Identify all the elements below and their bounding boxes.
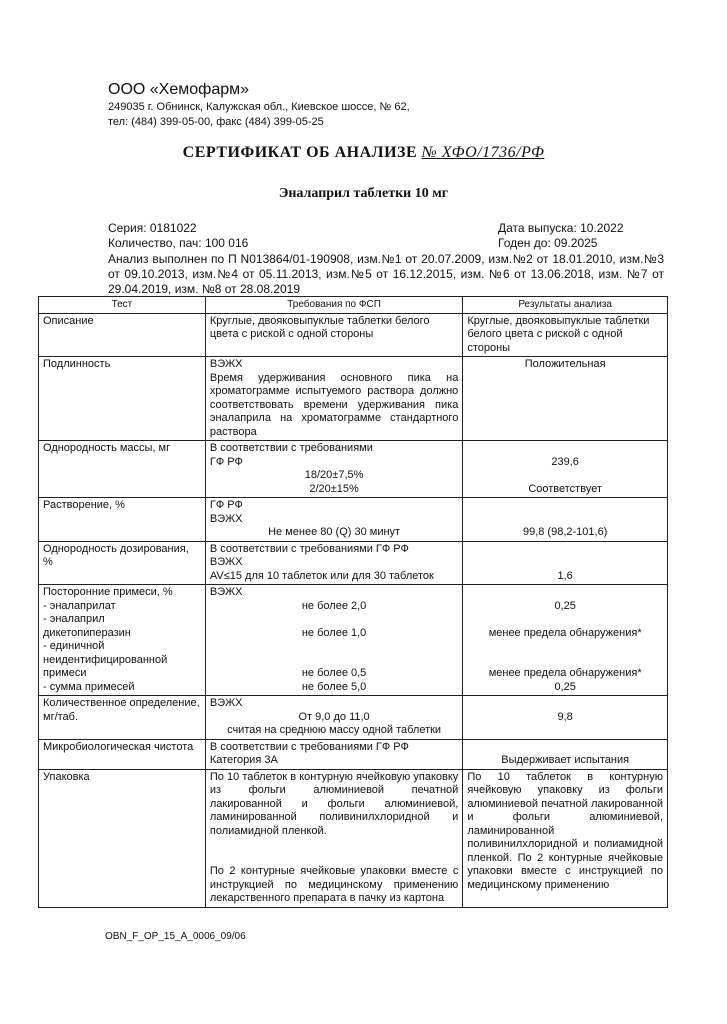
impurity-sum: - сумма примесей: [43, 680, 135, 693]
req-impurities-limit-1: не более 2,0: [301, 599, 367, 612]
impurity-single-1: - единичной: [43, 640, 105, 652]
test-impurities: [39, 585, 206, 696]
res-description: Круглые, двояковыпуклые таблетки белого цвета с риской с одной стороны: [463, 313, 668, 357]
table-row: [39, 585, 668, 696]
req-dosage-3: AV≤15 для 10 таблеток или для 30 таблеток: [209, 569, 434, 582]
table-row: [39, 313, 668, 357]
dates-info: [498, 221, 624, 251]
impurities-title: Посторонние примеси, %: [43, 586, 173, 598]
req-description: Круглые, двояковыпуклые таблетки белого цвета с риской с одной стороны: [205, 313, 462, 357]
req-dissolution-3: Не менее 80 (Q) 30 минут: [268, 526, 401, 538]
document-code: OBN_F_OP_15_A_0006_09/06: [105, 931, 246, 942]
req-micro: [205, 739, 462, 769]
req-authenticity: [205, 357, 462, 441]
impurity-enalapril-2: дикетопиперазин: [43, 626, 131, 639]
req-packaging-1: По 10 таблеток в контурную ячейковую упаковку из фольги алюминиевой печатной лакированной и фольги алюминиевой, ламинированной поливинилхлоридной и полиамидной пленкой.: [209, 770, 459, 837]
req-impurities-method: ВЭЖХ: [209, 586, 243, 598]
req-dissolution-2: ВЭЖХ: [209, 512, 243, 525]
series: Серия: 0181022: [108, 221, 197, 235]
req-micro-2: Категория 3А: [209, 754, 278, 766]
req-packaging: [205, 769, 462, 907]
req-dosage-uniformity: [205, 541, 462, 585]
req-micro-1: В соответствии с требованиями ГФ РФ: [209, 740, 409, 753]
test-dissolution: Растворение, %: [39, 498, 206, 542]
req-dosage-2: ВЭЖХ: [209, 556, 243, 568]
test-micro: Микробиологическая чистота: [39, 739, 206, 769]
res-assay: [463, 696, 668, 740]
req-mass-3: 18/20±7,5%: [304, 469, 364, 481]
res-mass-2: Соответствует: [528, 482, 602, 495]
req-dosage-1: В соответствии с требованиями ГФ РФ: [209, 542, 409, 555]
res-micro-value: Выдерживает испытания: [501, 754, 630, 766]
req-impurities-limit-4: не более 5,0: [301, 680, 367, 693]
table-row: [39, 696, 668, 740]
req-assay: [205, 696, 462, 740]
quantity: Количество, пач: 100 016: [108, 236, 249, 250]
batch-info: [108, 221, 248, 251]
analysis-note: Анализ выполнен по П N013864/01-190908, изм.№1 от 20.07.2009, изм.№2 от 18.01.2010, изм.№3 от 09.10.2013, изм.№4 от 05.11.2013, изм.№5 от 16.12.2015, изм. №6 от 13.06.2018, изм. №7 от 29.04.2019, изм. №8 от 28.08.2019: [108, 252, 664, 296]
res-impurities: [463, 585, 668, 696]
req-assay-1: ВЭЖХ: [209, 697, 243, 709]
analysis-table: [38, 296, 668, 908]
req-dissolution: [205, 498, 462, 542]
table-row: [39, 357, 668, 441]
req-mass-uniformity: [205, 441, 462, 498]
test-packaging: Упаковка: [39, 769, 206, 907]
req-packaging-2: По 2 контурные ячейковые упаковки вместе с инструкцией по медицинскому применению лекарственного препарата в пачку из картона: [209, 865, 459, 904]
company-phone: тел: (484) 399-05-00, факс (484) 399-05-25: [108, 116, 324, 128]
res-dosage-value: 1,6: [557, 569, 573, 582]
header-requirements: Требования по ФСП: [205, 297, 462, 314]
res-impurities-3: менее предела обнаружения*: [488, 667, 642, 679]
company-name: ООО «Хемофарм»: [108, 81, 250, 98]
company-block: [108, 80, 410, 130]
impurity-enalapril-1: - эналаприл: [43, 613, 105, 625]
test-authenticity: Подлинность: [39, 357, 206, 441]
certificate-number: № ХФО/1736/РФ: [421, 144, 545, 161]
res-authenticity: Положительная: [463, 357, 668, 441]
req-assay-2: От 9,0 до 11,0: [298, 710, 370, 723]
res-packaging: По 10 таблеток в контурную ячейковую упаковку из фольги алюминиевой печатной лакированной и фольги алюминиевой, ламинированной поливинилхлоридной и полиамидной пленкой. По 2 контурные ячейковые упаковки вместе с инструкцией по медицинскому применению: [463, 769, 668, 907]
test-mass-uniformity: Однородность массы, мг: [39, 441, 206, 498]
impurity-enalaprilat: - эналаприлат: [43, 599, 116, 612]
res-impurities-1: 0,25: [554, 599, 576, 612]
test-description: Описание: [39, 313, 206, 357]
certificate-title: [0, 144, 727, 162]
test-dosage-uniformity: Однородность дозирования, %: [39, 541, 206, 585]
req-mass-2: ГФ РФ: [209, 455, 243, 468]
res-impurities-2: менее предела обнаружения*: [488, 626, 642, 639]
req-authenticity-text: Время удерживания основного пика на хроматограмме испытуемого раствора должно соответствовать времени удерживания пика эналаприла на хроматограмме стандартного раствора: [209, 371, 459, 438]
res-dissolution-value: 99,8 (98,2-101,6): [522, 526, 608, 538]
release-date: Дата выпуска: 10.2022: [498, 221, 624, 235]
req-impurities-limit-3: не более 0,5: [301, 667, 367, 679]
req-dissolution-1: ГФ РФ: [209, 499, 243, 511]
table-row: [39, 769, 668, 907]
test-assay: Количественное определение, мг/таб.: [39, 696, 206, 740]
expiry-date: Годен до: 09.2025: [498, 236, 598, 250]
res-micro: [463, 739, 668, 769]
product-name: Эналаприл таблетки 10 мг: [278, 186, 449, 201]
table-row: [39, 541, 668, 585]
res-mass-1: 239,6: [551, 455, 579, 468]
req-assay-3: считая на среднюю массу одной таблетки: [227, 724, 442, 736]
table-row: [39, 739, 668, 769]
req-authenticity-method: ВЭЖХ: [209, 358, 243, 370]
certificate-title-text: СЕРТИФИКАТ ОБ АНАЛИЗЕ: [182, 144, 418, 161]
res-assay-value: 9,8: [557, 710, 573, 723]
company-address: 249035 г. Обнинск, Калужская обл., Киевское шоссе, № 62,: [108, 101, 410, 113]
table-header-row: [39, 297, 668, 314]
res-mass-uniformity: [463, 441, 668, 498]
res-impurities-4: 0,25: [554, 680, 576, 693]
req-mass-4: 2/20±15%: [309, 482, 359, 495]
res-dissolution: [463, 498, 668, 542]
header-test: Тест: [39, 297, 206, 314]
table-row: [39, 441, 668, 498]
res-dosage-uniformity: [463, 541, 668, 585]
table-row: [39, 498, 668, 542]
impurity-single-3: примеси: [43, 667, 87, 679]
req-mass-1: В соответствии с требованиями: [209, 442, 373, 454]
impurity-single-2: неидентифицированной: [43, 653, 168, 666]
req-impurities: [205, 585, 462, 696]
header-results: Результаты анализа: [463, 297, 668, 314]
req-impurities-limit-2: не более 1,0: [301, 626, 367, 639]
